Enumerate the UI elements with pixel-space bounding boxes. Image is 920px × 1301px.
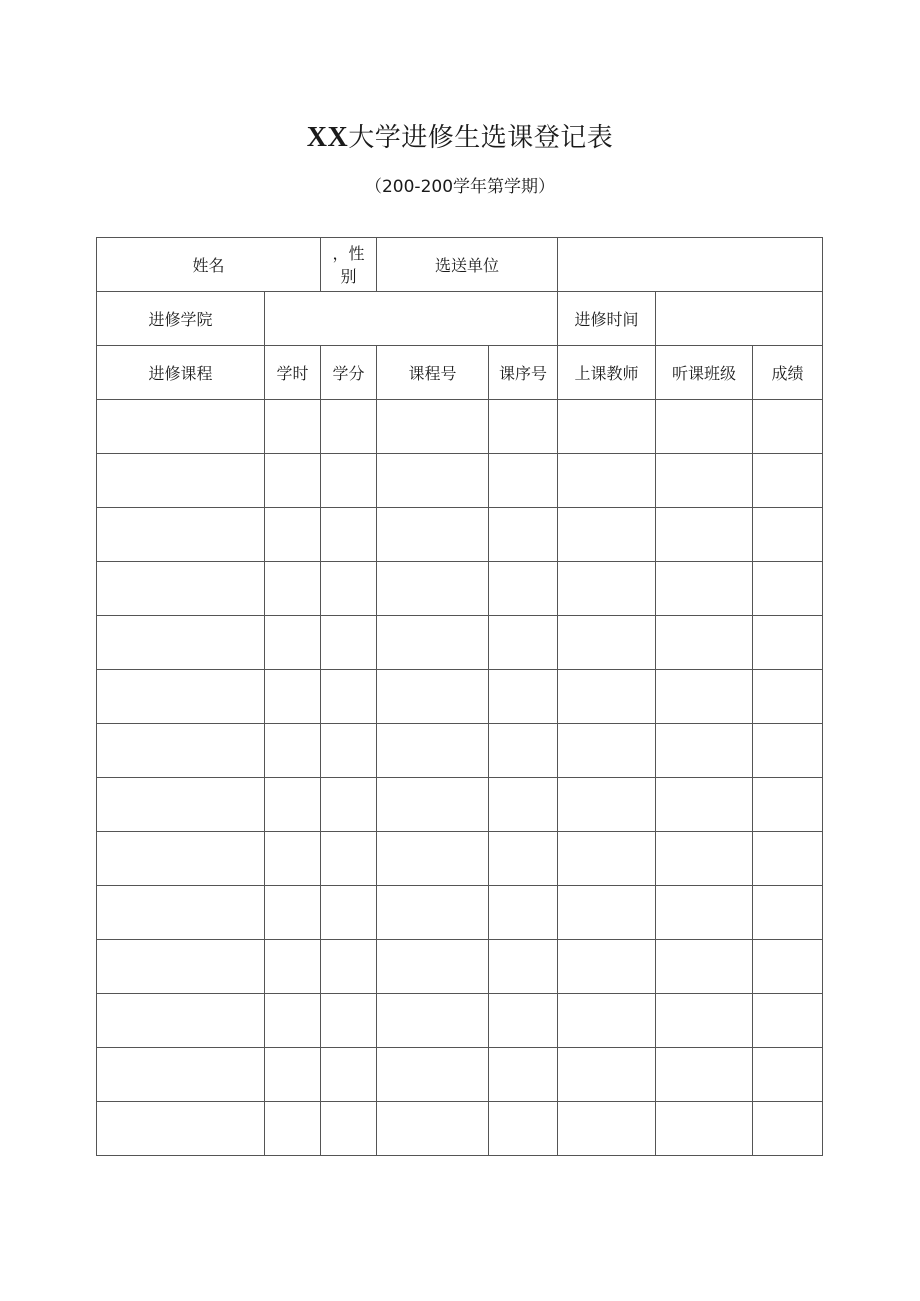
gender-label-line1: ，性 <box>332 243 365 263</box>
course-number-cell[interactable] <box>377 940 489 994</box>
hours-cell[interactable] <box>265 1102 321 1156</box>
class-cell[interactable] <box>656 994 753 1048</box>
grade-cell[interactable] <box>753 562 823 616</box>
credits-cell[interactable] <box>321 454 377 508</box>
class-cell[interactable] <box>656 940 753 994</box>
col-header-course: 进修课程 <box>97 346 265 400</box>
grade-cell[interactable] <box>753 724 823 778</box>
credits-cell[interactable] <box>321 832 377 886</box>
hours-cell[interactable] <box>265 616 321 670</box>
col-header-grade: 成绩 <box>753 346 823 400</box>
credits-cell[interactable] <box>321 778 377 832</box>
course-number-cell[interactable] <box>377 616 489 670</box>
section-number-cell[interactable] <box>489 454 558 508</box>
section-number-cell[interactable] <box>489 886 558 940</box>
grade-cell[interactable] <box>753 832 823 886</box>
hours-cell[interactable] <box>265 724 321 778</box>
gender-label <box>321 238 377 292</box>
class-cell[interactable] <box>656 832 753 886</box>
course-cell[interactable] <box>97 886 265 940</box>
section-number-cell[interactable] <box>489 562 558 616</box>
course-cell[interactable] <box>97 670 265 724</box>
teacher-cell[interactable] <box>558 1102 656 1156</box>
class-cell[interactable] <box>656 724 753 778</box>
course-entry-row <box>97 724 823 778</box>
hours-cell[interactable] <box>265 832 321 886</box>
gender-label-line2: 别 <box>340 266 357 286</box>
course-entry-row <box>97 454 823 508</box>
hours-cell[interactable] <box>265 1048 321 1102</box>
course-number-cell[interactable] <box>377 508 489 562</box>
section-number-cell[interactable] <box>489 1048 558 1102</box>
period-field[interactable] <box>656 292 823 346</box>
course-entry-row <box>97 616 823 670</box>
teacher-cell[interactable] <box>558 400 656 454</box>
class-cell[interactable] <box>656 562 753 616</box>
teacher-cell[interactable] <box>558 886 656 940</box>
course-header-row <box>97 346 823 400</box>
class-cell[interactable] <box>656 616 753 670</box>
hours-cell[interactable] <box>265 508 321 562</box>
course-entry-row <box>97 508 823 562</box>
section-number-cell[interactable] <box>489 778 558 832</box>
grade-cell[interactable] <box>753 778 823 832</box>
course-entry-row <box>97 1048 823 1102</box>
course-number-cell[interactable] <box>377 994 489 1048</box>
col-header-course-number: 课程号 <box>377 346 489 400</box>
credits-cell[interactable] <box>321 670 377 724</box>
title-main: 大学进修生选课登记表 <box>348 123 614 153</box>
course-cell[interactable] <box>97 508 265 562</box>
hours-cell[interactable] <box>265 454 321 508</box>
name-label: 姓名 <box>97 238 321 292</box>
period-label: 进修时间 <box>558 292 656 346</box>
course-entry-row <box>97 670 823 724</box>
hours-cell[interactable] <box>265 400 321 454</box>
course-number-cell[interactable] <box>377 1102 489 1156</box>
col-header-hours: 学时 <box>265 346 321 400</box>
title-prefix: XX <box>306 122 349 153</box>
grade-cell[interactable] <box>753 994 823 1048</box>
col-header-credits: 学分 <box>321 346 377 400</box>
document-title <box>0 118 920 158</box>
credits-cell[interactable] <box>321 1048 377 1102</box>
hours-cell[interactable] <box>265 886 321 940</box>
course-entry-row <box>97 400 823 454</box>
course-number-cell[interactable] <box>377 724 489 778</box>
course-entry-row <box>97 886 823 940</box>
course-number-cell[interactable] <box>377 562 489 616</box>
credits-cell[interactable] <box>321 562 377 616</box>
section-number-cell[interactable] <box>489 832 558 886</box>
teacher-cell[interactable] <box>558 724 656 778</box>
hours-cell[interactable] <box>265 670 321 724</box>
teacher-cell[interactable] <box>558 616 656 670</box>
teacher-cell[interactable] <box>558 454 656 508</box>
teacher-cell[interactable] <box>558 670 656 724</box>
grade-cell[interactable] <box>753 886 823 940</box>
section-number-cell[interactable] <box>489 1102 558 1156</box>
credits-cell[interactable] <box>321 994 377 1048</box>
course-cell[interactable] <box>97 994 265 1048</box>
course-cell[interactable] <box>97 940 265 994</box>
credits-cell[interactable] <box>321 400 377 454</box>
section-number-cell[interactable] <box>489 670 558 724</box>
section-number-cell[interactable] <box>489 940 558 994</box>
grade-cell[interactable] <box>753 508 823 562</box>
course-entry-row <box>97 940 823 994</box>
course-cell[interactable] <box>97 832 265 886</box>
document-subtitle: （200-200学年第学期） <box>364 177 556 197</box>
course-number-cell[interactable] <box>377 832 489 886</box>
course-number-cell[interactable] <box>377 1048 489 1102</box>
course-cell[interactable] <box>97 616 265 670</box>
teacher-cell[interactable] <box>558 508 656 562</box>
section-number-cell[interactable] <box>489 724 558 778</box>
course-cell[interactable] <box>97 400 265 454</box>
course-number-cell[interactable] <box>377 670 489 724</box>
teacher-cell[interactable] <box>558 562 656 616</box>
class-cell[interactable] <box>656 454 753 508</box>
section-number-cell[interactable] <box>489 400 558 454</box>
class-cell[interactable] <box>656 778 753 832</box>
grade-cell[interactable] <box>753 670 823 724</box>
credits-cell[interactable] <box>321 1102 377 1156</box>
course-entry-row <box>97 832 823 886</box>
credits-cell[interactable] <box>321 940 377 994</box>
registration-form-table <box>96 237 823 1156</box>
section-number-cell[interactable] <box>489 616 558 670</box>
course-number-cell[interactable] <box>377 886 489 940</box>
course-entry-row <box>97 562 823 616</box>
course-number-cell[interactable] <box>377 400 489 454</box>
hours-cell[interactable] <box>265 562 321 616</box>
class-cell[interactable] <box>656 670 753 724</box>
section-number-cell[interactable] <box>489 994 558 1048</box>
grade-cell[interactable] <box>753 454 823 508</box>
credits-cell[interactable] <box>321 886 377 940</box>
hours-cell[interactable] <box>265 940 321 994</box>
grade-cell[interactable] <box>753 616 823 670</box>
sending-unit-field[interactable] <box>558 238 823 292</box>
college-label: 进修学院 <box>97 292 265 346</box>
sending-unit-label: 选送单位 <box>377 238 558 292</box>
hours-cell[interactable] <box>265 994 321 1048</box>
teacher-cell[interactable] <box>558 1048 656 1102</box>
grade-cell[interactable] <box>753 1102 823 1156</box>
credits-cell[interactable] <box>321 508 377 562</box>
hours-cell[interactable] <box>265 778 321 832</box>
teacher-cell[interactable] <box>558 994 656 1048</box>
teacher-cell[interactable] <box>558 832 656 886</box>
course-cell[interactable] <box>97 1048 265 1102</box>
class-cell[interactable] <box>656 1048 753 1102</box>
form-row-college <box>97 292 823 346</box>
col-header-teacher: 上课教师 <box>558 346 656 400</box>
course-cell[interactable] <box>97 454 265 508</box>
grade-cell[interactable] <box>753 400 823 454</box>
col-header-class: 听课班级 <box>656 346 753 400</box>
section-number-cell[interactable] <box>489 508 558 562</box>
course-cell[interactable] <box>97 562 265 616</box>
course-number-cell[interactable] <box>377 454 489 508</box>
grade-cell[interactable] <box>753 940 823 994</box>
form-row-personal <box>97 238 823 292</box>
course-number-cell[interactable] <box>377 778 489 832</box>
credits-cell[interactable] <box>321 724 377 778</box>
course-cell[interactable] <box>97 778 265 832</box>
teacher-cell[interactable] <box>558 778 656 832</box>
college-field[interactable] <box>265 292 558 346</box>
credits-cell[interactable] <box>321 616 377 670</box>
course-entry-row <box>97 994 823 1048</box>
course-entry-row <box>97 1102 823 1156</box>
grade-cell[interactable] <box>753 1048 823 1102</box>
class-cell[interactable] <box>656 886 753 940</box>
course-entry-row <box>97 778 823 832</box>
teacher-cell[interactable] <box>558 940 656 994</box>
col-header-section-number: 课序号 <box>489 346 558 400</box>
course-cell[interactable] <box>97 1102 265 1156</box>
course-cell[interactable] <box>97 724 265 778</box>
class-cell[interactable] <box>656 1102 753 1156</box>
class-cell[interactable] <box>656 400 753 454</box>
class-cell[interactable] <box>656 508 753 562</box>
